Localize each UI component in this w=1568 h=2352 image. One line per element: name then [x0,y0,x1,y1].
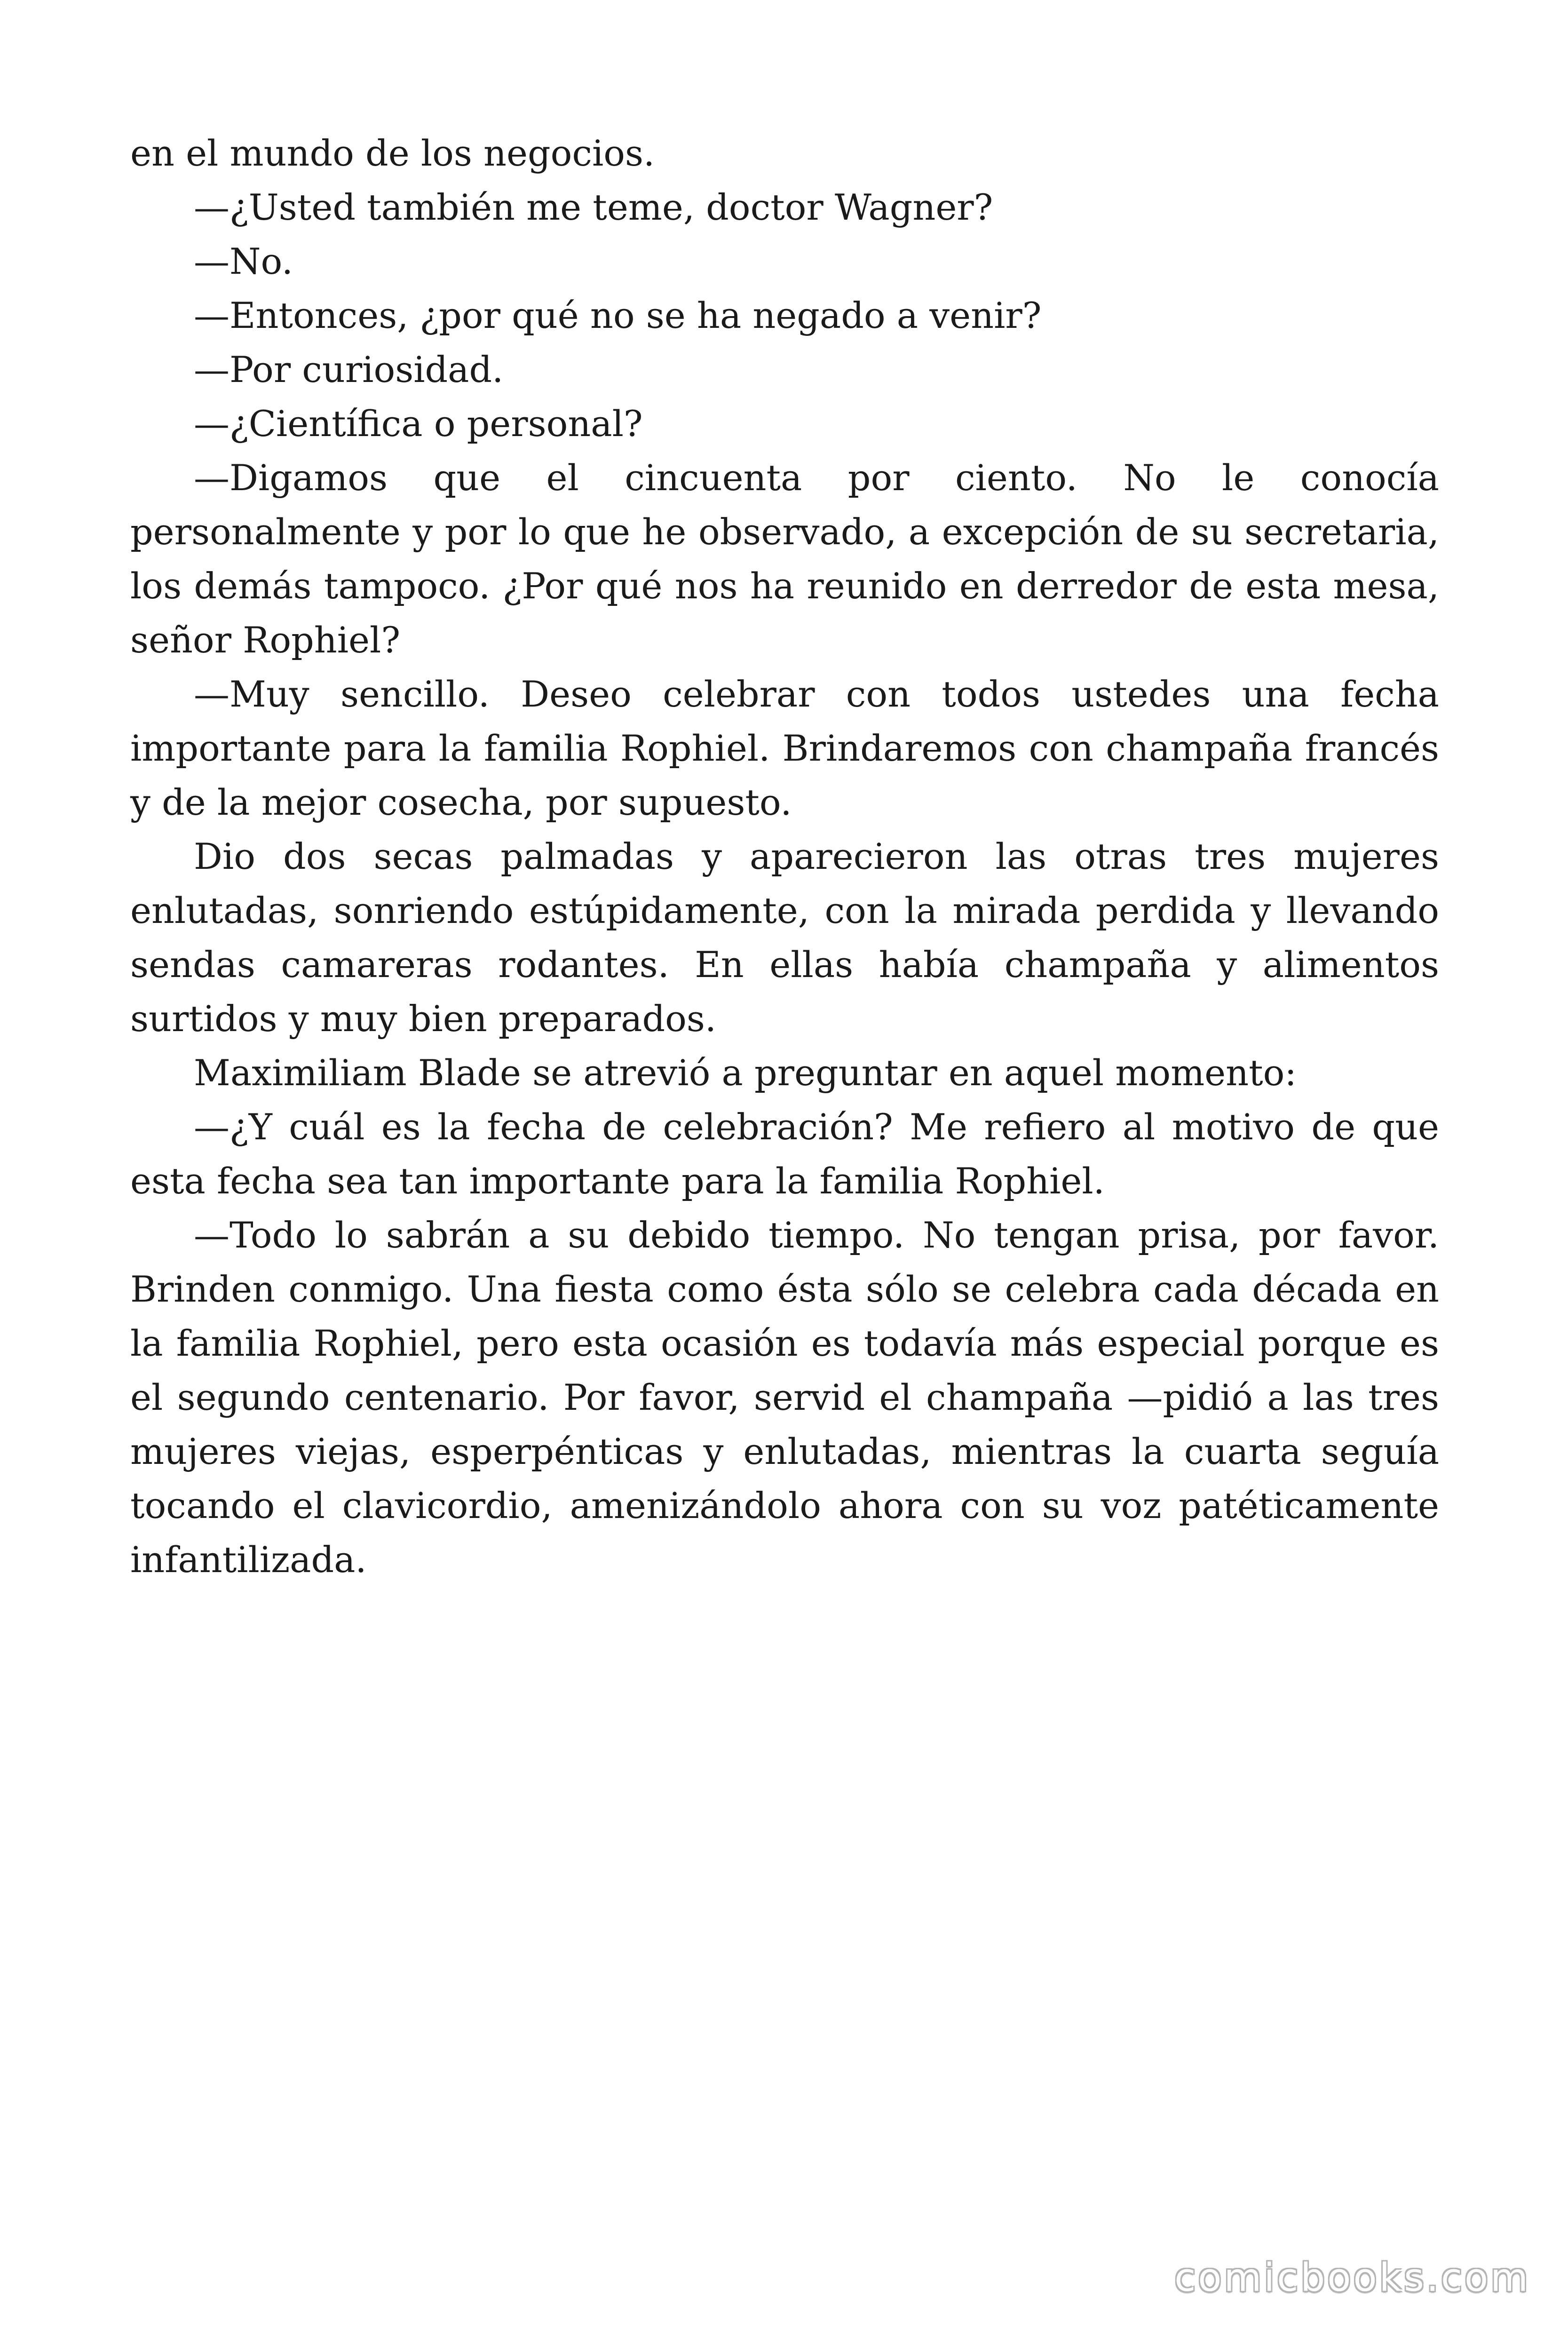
paragraph-continuation: en el mundo de los negocios. [130,132,655,174]
watermark-logo: comicbooks.com [1174,2256,1530,2300]
dialogue-line: —¿Y cuál es la fecha de celebración? Me refiero al motivo de que esta fecha sea tan importante para la familia Rophiel. [130,1106,1439,1202]
dialogue-line: —Digamos que el cincuenta por ciento. No le conocía personalmente y por lo que he observado, a excepción de su secretaria, los demás tampoco. ¿Por qué nos ha reunido en derredor de esta mesa, señor Rophiel? [130,457,1439,661]
dialogue-line: —¿Usted también me teme, doctor Wagner? [194,186,993,228]
narrative-paragraph: Dio dos secas palmadas y aparecieron las otras tres mujeres enlutadas, sonriendo estúpidamente, con la mirada perdida y llevando sendas camareras rodantes. En ellas había champaña y alimentos surtidos y muy bien preparados. [130,835,1439,1040]
dialogue-line: —Muy sencillo. Deseo celebrar con todos ustedes una fecha importante para la familia Rophiel. Brindaremos con champaña francés y de la mejor cosecha, por supuesto. [130,673,1439,823]
dialogue-line: —Por curiosidad. [194,349,504,390]
narrative-paragraph: Maximiliam Blade se atrevió a preguntar en aquel momento: [194,1052,1297,1094]
dialogue-line: —Todo lo sabrán a su debido tiempo. No tengan prisa, por favor. Brinden conmigo. Una fiesta como ésta sólo se celebra cada década en la familia Rophiel, pero esta ocasión es todavía más especial porque es el segundo centenario. Por favor, servid el champaña —pidió a las tres mujeres viejas, esperpénticas y enlutadas, mientras la cuarta seguía tocando el clavicordio, amenizándolo ahora con su voz patéticamente infantilizada. [130,1214,1439,1581]
dialogue-line: —¿Científica o personal? [194,403,643,445]
dialogue-line: —Entonces, ¿por qué no se ha negado a venir? [194,294,1042,336]
dialogue-line: —No. [194,240,293,282]
body-text [130,126,1439,1587]
